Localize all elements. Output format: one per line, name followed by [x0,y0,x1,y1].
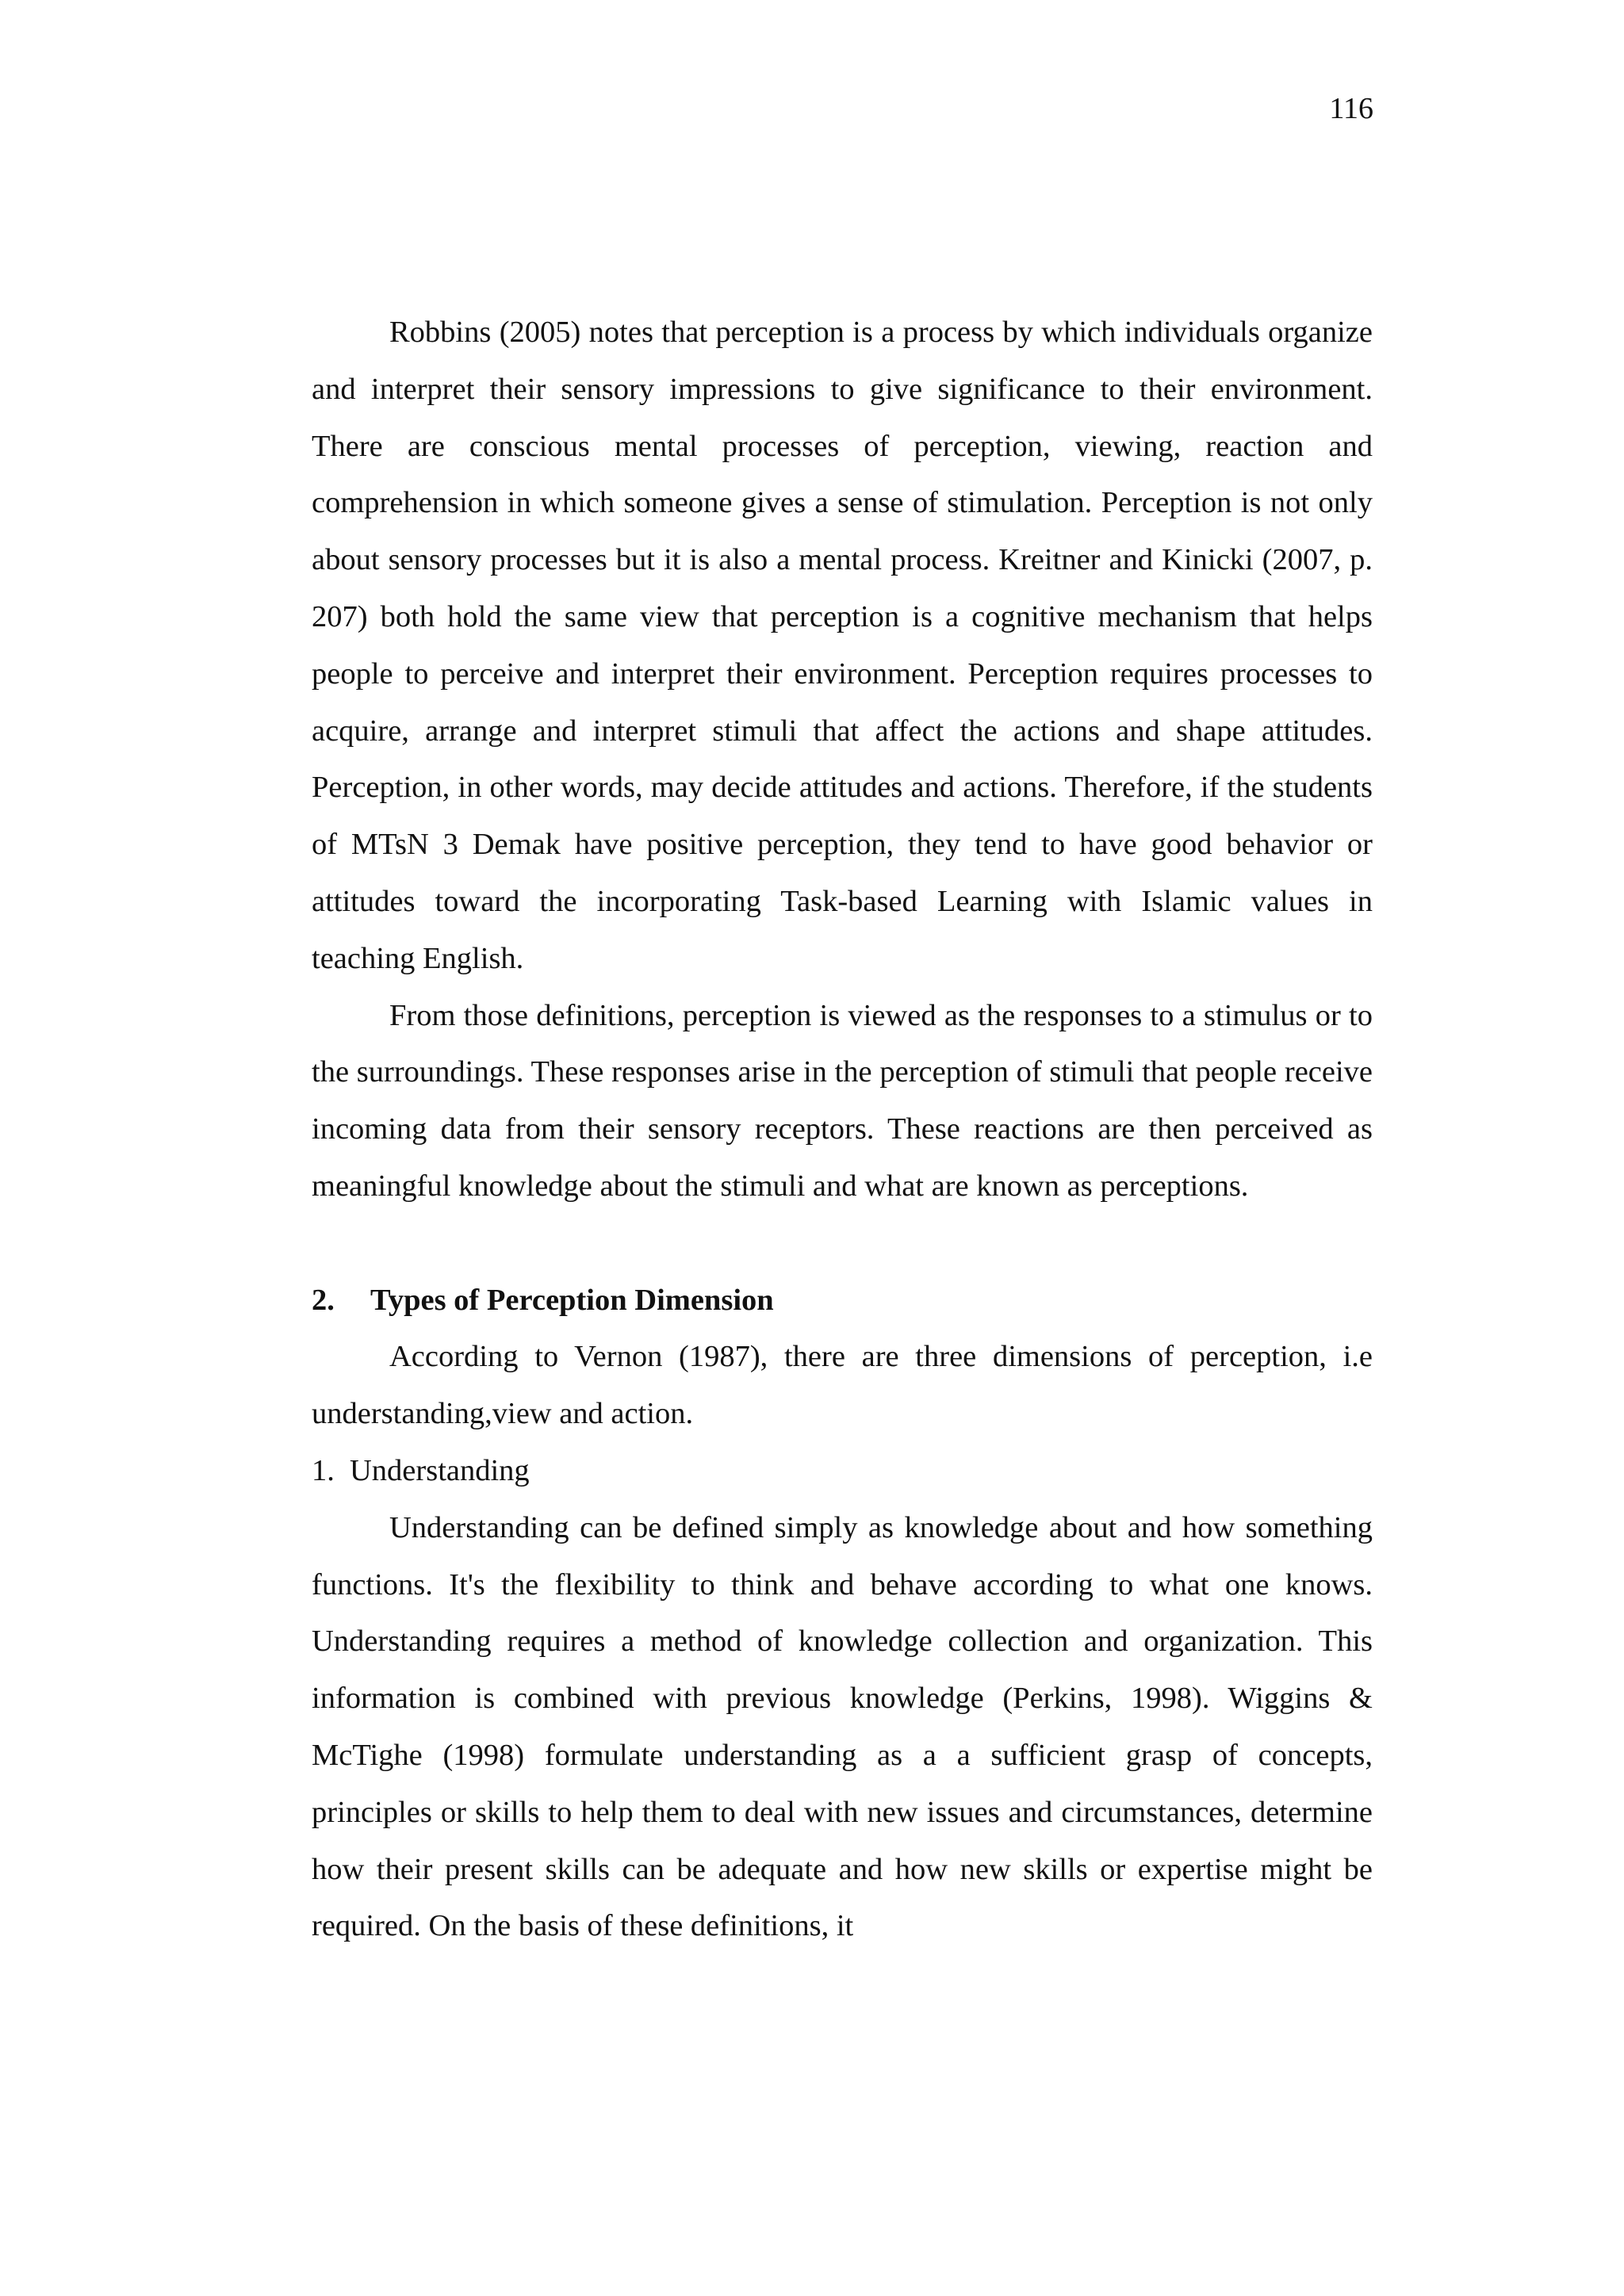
paragraph-robbins-perception: Robbins (2005) notes that perception is a process by which individuals organize and interpret their sensory impressions to give significance to their environment. There are conscious mental processes of perception, viewing, reaction and comprehension in which someone gives a sense of stimulation. Perception is not only about sensory processes but it is also a mental process. Kreitner and Kinicki (2007, p. 207) both hold the same view that perception is a cognitive mechanism that helps people to perceive and interpret their environment. Perception requires processes to acquire, arrange and interpret stimuli that affect the actions and shape attitudes. Perception, in other words, may decide attitudes and actions. Therefore, if the students of MTsN 3 Demak have positive perception, they tend to have good behavior or attitudes toward the incorporating Task-based Learning with Islamic values in teaching English. [312,316,1373,975]
section-heading [312,1272,1373,1330]
page-number: 116 [1329,92,1373,125]
paragraph-definitions-summary: From those definitions, perception is viewed as the responses to a stimulus or to the surroundings. These responses arise in the perception of stimuli that people receive incoming data from their sensory receptors. These reactions are then perceived as meaningful knowledge about the stimuli and what are known as perceptions. [312,998,1373,1203]
section-number: 2. [312,1283,335,1317]
list-item-label: Understanding [350,1453,530,1487]
list-item-number: 1. [312,1453,335,1487]
paragraph-section-intro: According to Vernon (1987), there are three dimensions of perception, i.e understanding,view and action. [312,1340,1373,1431]
section-title: Types of Perception Dimension [370,1283,774,1317]
list-item-understanding [312,1443,1373,1500]
document-body [312,304,1373,1955]
paragraph-understanding: Understanding can be defined simply as knowledge about and how something functions. It's the flexibility to think and behave according to what one knows. Understanding requires a method of knowledge collection and organization. This information is combined with previous knowledge (Perkins, 1998). Wiggins & McTighe (1998) formulate understanding as a a sufficient grasp of concepts, principles or skills to help them to deal with new issues and circumstances, determine how their present skills can be adequate and how new skills or expertise might be required. On the basis of these definitions, it [312,1510,1373,1943]
